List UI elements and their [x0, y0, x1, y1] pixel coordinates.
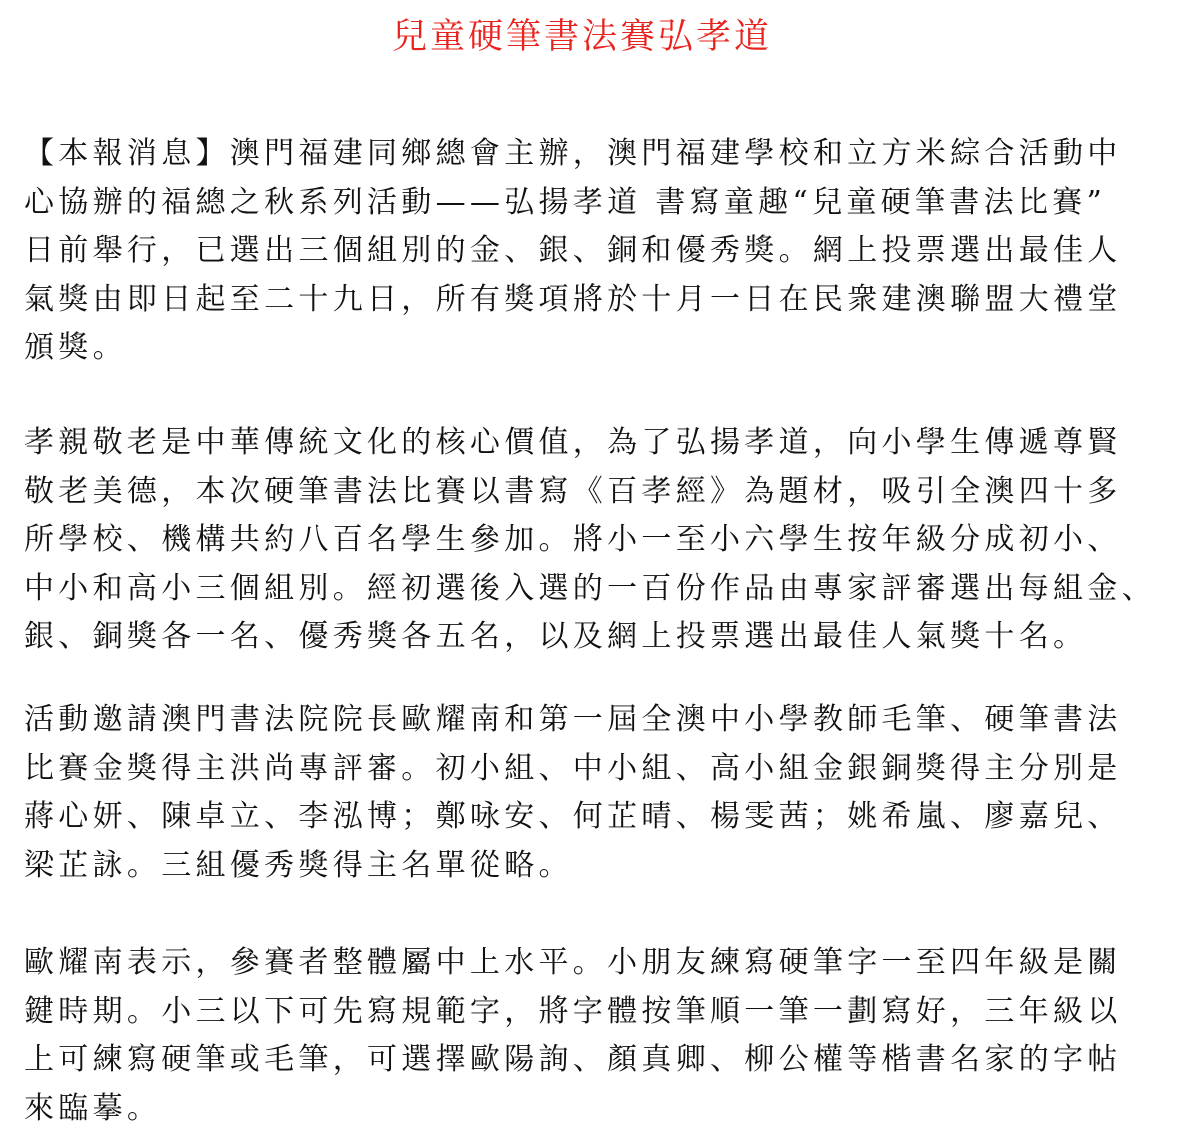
paragraph-line: 比賽金獎得主洪尚專評審。初小組、中小組、高小組金銀銅獎得主分別是	[24, 750, 1122, 786]
article-title: 兒童硬筆書法賽弘孝道	[391, 17, 772, 57]
paragraph-1	[24, 130, 1122, 373]
paragraph-line: 鍵時期。小三以下可先寫規範字，將字體按筆順一筆一劃寫好，三年級以	[24, 993, 1122, 1029]
paragraph-2	[24, 419, 1156, 662]
paragraph-line: 上可練寫硬筆或毛筆，可選擇歐陽詢、顏真卿、柳公權等楷書名家的字帖	[24, 1042, 1122, 1078]
paragraph-line: 孝親敬老是中華傳統文化的核心價值，為了弘揚孝道，向小學生傳遞尊賢	[24, 425, 1122, 460]
paragraph-line: 【本報消息】澳門福建同鄉總會主辦，澳門福建學校和立方米綜合活動中	[24, 136, 1122, 171]
paragraph-line: 梁芷詠。三組優秀獎得主名單從略。	[24, 847, 573, 883]
paragraph-line: 來臨摹。	[24, 1090, 162, 1126]
paragraph-3	[24, 696, 1122, 890]
paragraph-4	[24, 939, 1122, 1133]
paragraph-line: 日前舉行，已選出三個組別的金、銀、銅和優秀獎。網上投票選出最佳人	[24, 233, 1122, 269]
paragraph-line: 頒獎。	[24, 330, 127, 366]
paragraph-line: 氣獎由即日起至二十九日，所有獎項將於十月一日在民衆建澳聯盟大禮堂	[24, 281, 1122, 317]
paragraph-line: 心協辦的福總之秋系列活動——弘揚孝道 書寫童趣“兒童硬筆書法比賽”	[24, 184, 1107, 220]
paragraph-line: 中小和高小三個組別。經初選後入選的一百份作品由專家評審選出每組金、	[24, 570, 1156, 606]
paragraph-line: 所學校、機構共約八百名學生參加。將小一至小六學生按年級分成初小、	[24, 522, 1122, 558]
paragraph-line: 銀、銅獎各一名、優秀獎各五名，以及網上投票選出最佳人氣獎十名。	[24, 619, 1088, 655]
paragraph-line: 蔣心妍、陳卓立、李泓博；鄭咏安、何芷晴、楊雯茜；姚希嵐、廖嘉兒、	[24, 799, 1122, 835]
paragraph-line: 歐耀南表示，參賽者整體屬中上水平。小朋友練寫硬筆字一至四年級是關	[24, 945, 1122, 980]
paragraph-line: 敬老美德，本次硬筆書法比賽以書寫《百孝經》為題材，吸引全澳四十多	[24, 473, 1122, 509]
paragraph-line: 活動邀請澳門書法院院長歐耀南和第一屆全澳中小學教師毛筆、硬筆書法	[24, 702, 1122, 737]
